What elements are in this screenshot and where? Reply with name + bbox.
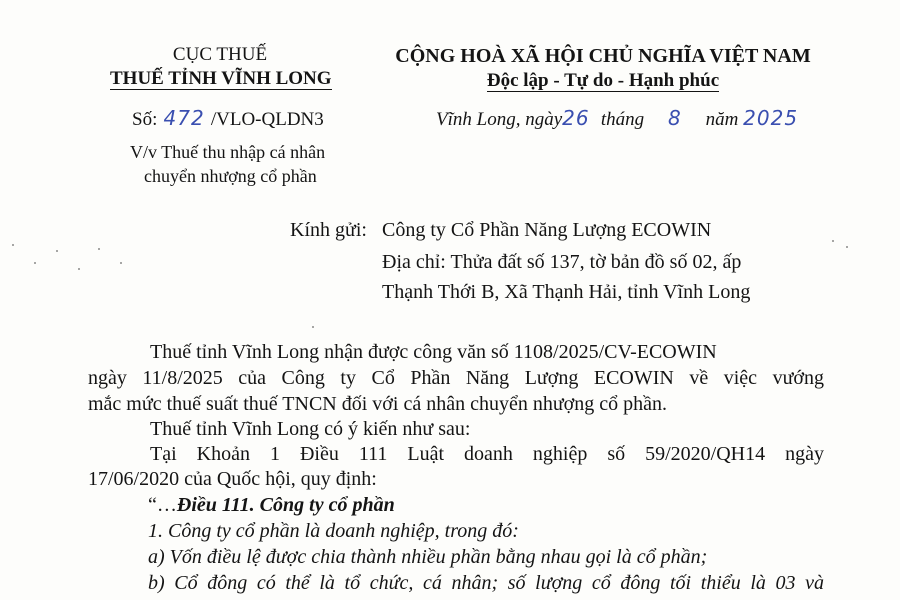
date-month-label: tháng <box>600 109 645 130</box>
quote-heading <box>148 494 395 517</box>
quote-clause-b: b) Cổ đông có thể là tổ chức, cá nhân; số lượng cổ đông tối thiểu là 03 và <box>148 572 824 594</box>
scan-speck <box>120 262 122 264</box>
recipient-name: Công ty Cổ Phần Năng Lượng ECOWIN <box>382 219 712 241</box>
paragraph-3-line-1: Tại Khoản 1 Điều 111 Luật doanh nghiệp số 59/2020/QH14 ngày <box>150 443 824 465</box>
scan-speck <box>98 248 100 250</box>
date-day: 26 <box>562 106 590 130</box>
document-number <box>132 106 324 131</box>
scan-speck <box>832 240 834 242</box>
scan-speck <box>312 326 314 328</box>
date-month: 8 <box>668 106 682 130</box>
recipient-address-1: Địa chỉ: Thửa đất số 137, tờ bản đồ số 02, ấp <box>382 251 742 273</box>
recipient-label: Kính gửi: <box>290 219 367 241</box>
number-handwritten: 472 <box>163 106 205 130</box>
quote-clause-1: 1. Công ty cổ phần là doanh nghiệp, trong đó: <box>148 520 519 542</box>
paragraph-1-line-1: Thuế tỉnh Vĩnh Long nhận được công văn số 1108/2025/CV-ECOWIN <box>150 341 717 363</box>
scan-speck <box>56 250 58 252</box>
quote-clause-a: a) Vốn điều lệ được chia thành nhiều phần bằng nhau gọi là cổ phần; <box>148 546 708 568</box>
number-prefix: Số: <box>132 109 158 130</box>
paragraph-1-line-3: mắc mức thuế suất thuế TNCN đối với cá nhân chuyển nhượng cổ phần. <box>88 393 667 415</box>
office-name-text: THUẾ TỈNH VĨNH LONG <box>110 68 332 89</box>
subject-line-1: V/v Thuế thu nhập cá nhân <box>130 142 326 162</box>
motto-text: Độc lập - Tự do - Hạnh phúc <box>486 70 720 91</box>
date-year: 2025 <box>743 106 799 130</box>
agency-name: CỤC THUẾ <box>172 44 268 65</box>
paragraph-1-line-2: ngày 11/8/2025 của Công ty Cổ Phần Năng Lượng ECOWIN về việc vướng <box>88 367 824 389</box>
country-name: CỘNG HOÀ XÃ HỘI CHỦ NGHĨA VIỆT NAM <box>395 45 811 67</box>
document-date <box>436 106 803 131</box>
date-year-label: năm <box>705 109 739 130</box>
scan-speck <box>78 268 80 270</box>
subject-line-2: chuyển nhượng cổ phần <box>144 166 317 186</box>
office-name <box>110 68 330 90</box>
motto <box>378 70 828 92</box>
recipient-address-2: Thạnh Thới B, Xã Thạnh Hải, tỉnh Vĩnh Long <box>382 281 751 303</box>
quote-open-mark: “… <box>148 494 177 516</box>
paragraph-3-line-2: 17/06/2020 của Quốc hội, quy định: <box>88 468 377 490</box>
scan-speck <box>12 244 14 246</box>
paragraph-2: Thuế tỉnh Vĩnh Long có ý kiến như sau: <box>150 418 471 440</box>
scan-speck <box>34 262 36 264</box>
date-place: Vĩnh Long, ngày <box>436 109 563 130</box>
number-suffix: /VLO-QLDN3 <box>210 109 324 130</box>
scan-speck <box>846 246 848 248</box>
quote-article-title: Điều 111. Công ty cổ phần <box>176 494 395 516</box>
